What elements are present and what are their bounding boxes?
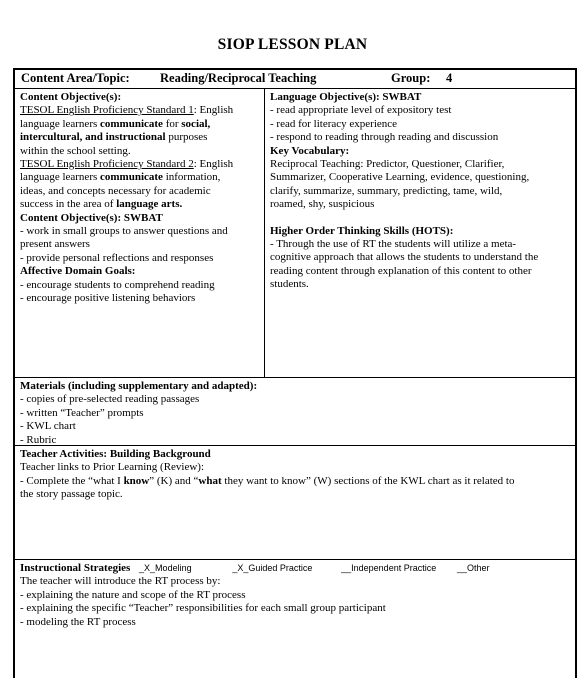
vocabulary-line: clarify, summarize, summary, predicting, tame, wild,: [270, 184, 503, 197]
strategies-item: - explaining the nature and scope of the RT process: [20, 588, 246, 601]
swbat-item: - provide personal reflections and responses: [20, 251, 214, 264]
language-objectives-cell: [265, 89, 575, 377]
materials-item: - written “Teacher” prompts: [20, 406, 144, 419]
vocabulary-line: Summarizer, Cooperative Learning, evidence, questioning,: [270, 171, 530, 184]
objectives-row: [15, 89, 575, 378]
affective-item: - encourage students to comprehend reading: [20, 278, 215, 291]
standard-2-line-1: TESOL English Proficiency Standard 2: English: [20, 158, 234, 171]
materials-heading: Materials (including supplementary and adapted):: [20, 380, 258, 392]
header-row: [15, 70, 575, 89]
lesson-plan-table: [13, 68, 577, 678]
materials-item: - copies of pre-selected reading passages: [20, 393, 200, 406]
option-other: __Other: [456, 563, 490, 573]
strategies-heading: Instructional Strategies: [20, 562, 131, 574]
group-label: Group:: [391, 71, 431, 85]
teacher-subheading: Teacher links to Prior Learning (Review):: [20, 461, 205, 474]
standard-2-line-2: language learners communicate information,: [20, 171, 221, 184]
strategies-header: [20, 562, 575, 575]
standard-1-line-4: within the school setting.: [20, 144, 131, 157]
content-objectives-cell: [15, 89, 265, 377]
standard-1-line-2: language learners communicate for social,: [20, 117, 211, 130]
hots-heading: Higher Order Thinking Skills (HOTS):: [270, 224, 454, 237]
swbat-item: present answers: [20, 238, 90, 251]
option-guided-practice: _X_Guided Practice: [232, 563, 313, 573]
hots-line: reading content through explanation of this content to other: [270, 264, 532, 277]
content-objective-heading: Content Objective(s):: [20, 91, 122, 103]
affective-item: - encourage positive listening behaviors: [20, 292, 196, 305]
standard-2-line-4: success in the area of language arts.: [20, 198, 183, 211]
strategies-item: - explaining the specific “Teacher” responsibilities for each small group participant: [20, 602, 386, 615]
language-objective-item: - respond to reading through reading and discussion: [270, 131, 499, 144]
hots-line: cognitive approach that allows the students to understand the: [270, 251, 539, 264]
teacher-activity-line: the story passage topic.: [20, 488, 123, 501]
swbat-heading: Content Objective(s): SWBAT: [20, 211, 163, 224]
standard-1-line-1: TESOL English Proficiency Standard 1: English: [20, 104, 234, 117]
affective-heading: Affective Domain Goals:: [20, 265, 136, 278]
language-objective-item: - read for literacy experience: [270, 117, 398, 130]
materials-section: [15, 378, 575, 446]
teacher-activities-section: [15, 446, 575, 560]
materials-item: - Rubric: [20, 433, 57, 446]
teacher-heading: Teacher Activities: Building Background: [20, 448, 211, 460]
content-area-value: Reading/Reciprocal Teaching: [160, 71, 317, 85]
content-area-label: Content Area/Topic:: [21, 71, 130, 85]
language-objective-item: - read appropriate level of expository test: [270, 104, 452, 117]
standard-2-line-3: ideas, and concepts necessary for academic: [20, 184, 211, 197]
hots-line: students.: [270, 278, 309, 291]
page-title: SIOP LESSON PLAN: [217, 36, 368, 53]
strategies-item: - modeling the RT process: [20, 615, 136, 628]
materials-item: - KWL chart: [20, 420, 76, 433]
standard-2-link: TESOL English Proficiency Standard 2: [20, 158, 194, 171]
option-independent-practice: __Independent Practice: [341, 563, 437, 573]
language-objective-heading: Language Objective(s): SWBAT: [270, 91, 422, 103]
standard-1-line-3: intercultural, and instructional purposes: [20, 131, 208, 144]
standard-1-link: TESOL English Proficiency Standard 1: [20, 104, 194, 117]
vocabulary-line: Reciprocal Teaching: Predictor, Questioner, Clarifier,: [270, 158, 505, 171]
strategies-intro: The teacher will introduce the RT process by:: [20, 575, 221, 588]
vocabulary-line: roamed, shy, suspicious: [270, 198, 375, 211]
hots-line: - Through the use of RT the students will utilize a meta-: [270, 238, 517, 251]
vocabulary-heading: Key Vocabulary:: [270, 144, 350, 157]
group-value: 4: [446, 71, 453, 85]
teacher-activity-line: - Complete the “what I know” (K) and “what they want to know” (W) sections of the KWL chart as it related to: [20, 474, 515, 487]
instructional-strategies-section: [15, 560, 575, 680]
swbat-item: - work in small groups to answer questions and: [20, 225, 228, 238]
option-modeling: _X_Modeling: [139, 563, 192, 573]
